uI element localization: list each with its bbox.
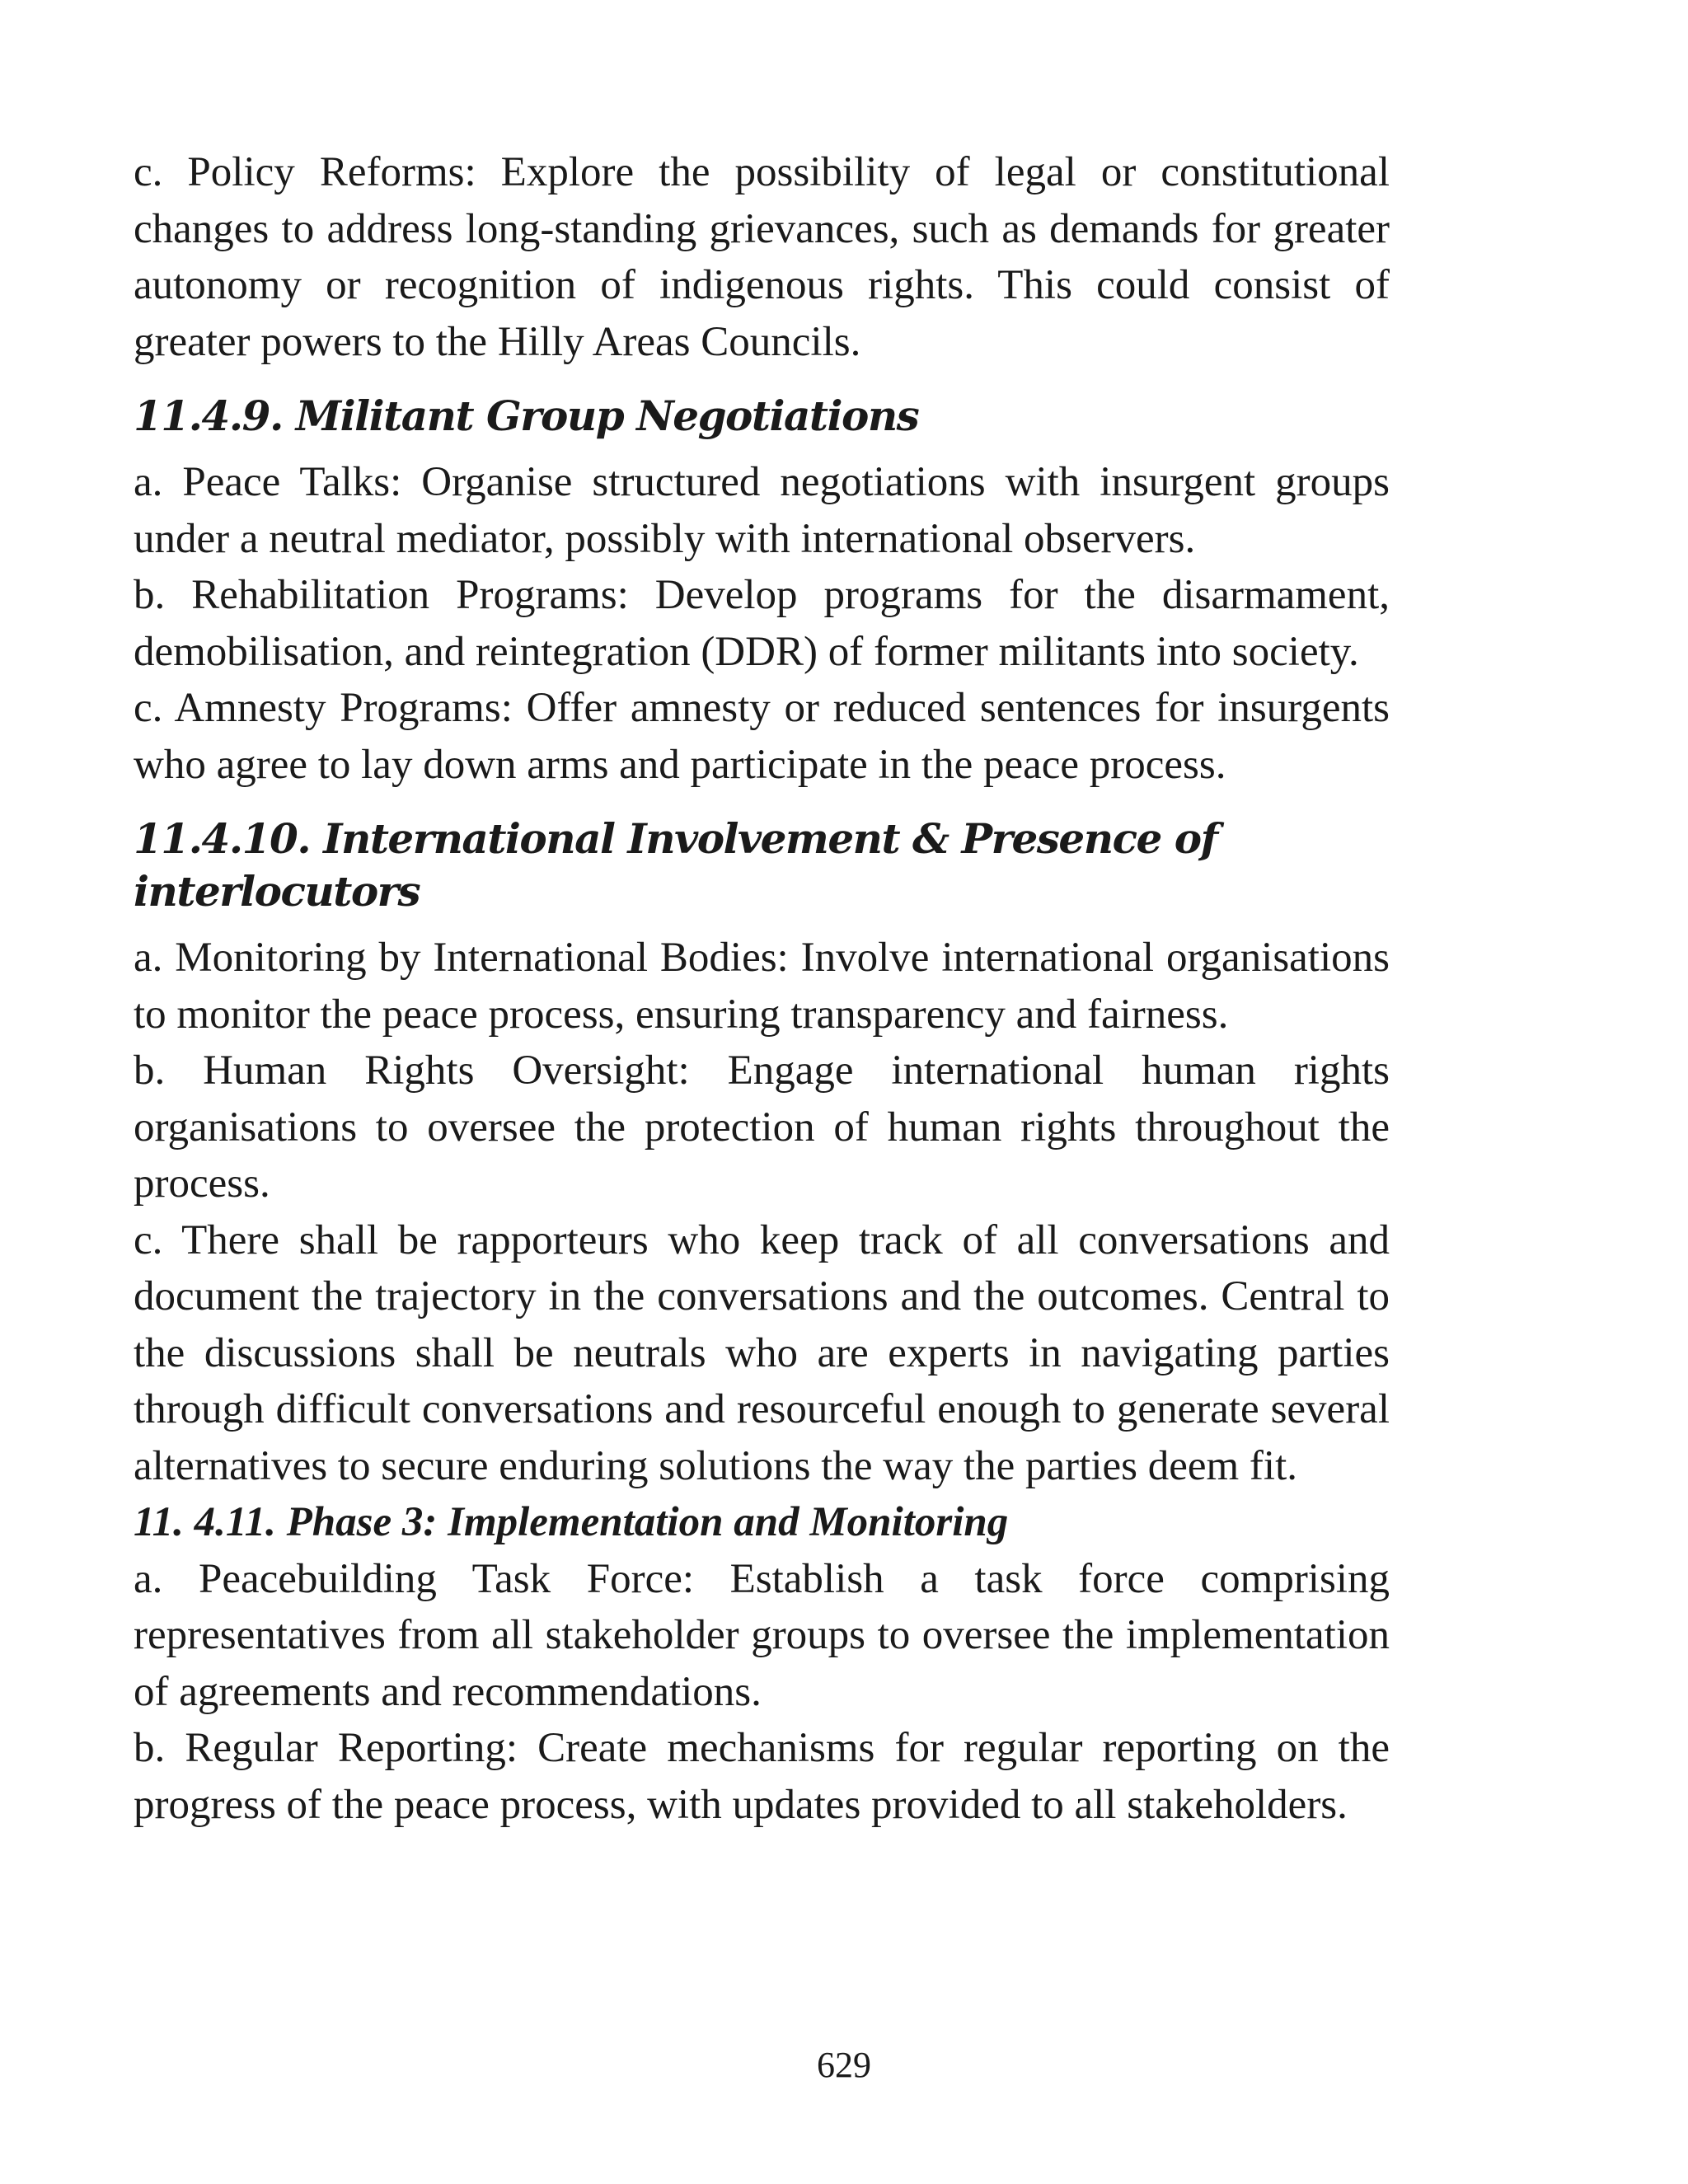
- peace-talks-paragraph: a. Peace Talks: Organise structured negotiations with insurgent groups under a neutral mediator, possibly with international observers.: [134, 459, 1390, 562]
- rehabilitation-programs-paragraph: b. Rehabilitation Programs: Develop programs for the disarmament, demobilisation, and reintegration (DDR) of former militants into society.: [134, 572, 1390, 675]
- section-heading-phase-3: 11. 4.11. Phase 3: Implementation and Monitoring: [134, 1499, 1009, 1545]
- page-content: [134, 144, 1390, 1833]
- section-international-involvement: [134, 930, 1390, 1494]
- section-phase-3: [134, 1551, 1390, 1834]
- section-heading-international-involvement: 11.4.10. International Involvement & Presence of interlocutors: [134, 814, 1217, 916]
- page-number: 629: [817, 2045, 871, 2085]
- section-militant-negotiations: [134, 454, 1390, 793]
- section-heading-militant-negotiations: 11.4.9. Militant Group Negotiations: [134, 391, 919, 440]
- amnesty-programs-paragraph: c. Amnesty Programs: Offer amnesty or reduced sentences for insurgents who agree to lay down arms and participate in the peace process.: [134, 685, 1390, 788]
- policy-reforms-paragraph: c. Policy Reforms: Explore the possibility of legal or constitutional changes to address long-standing grievances, such as demands for greater autonomy or recognition of indigenous rights. This could consist of greater powers to the Hilly Areas Councils.: [134, 149, 1390, 365]
- human-rights-oversight-paragraph: b. Human Rights Oversight: Engage international human rights organisations to oversee the protection of human rights throughout the process.: [134, 1047, 1390, 1207]
- rapporteurs-paragraph: c. There shall be rapporteurs who keep track of all conversations and document the trajectory in the conversations and the outcomes. Central to the discussions shall be neutrals who are experts in navigating parties through difficult conversations and resourceful enough to generate several alternatives to secure enduring solutions the way the parties deem fit.: [134, 1216, 1390, 1489]
- regular-reporting-paragraph: b. Regular Reporting: Create mechanisms for regular reporting on the progress of the peace process, with updates provided to all stakeholders.: [134, 1725, 1390, 1828]
- peacebuilding-task-force-paragraph: a. Peacebuilding Task Force: Establish a task force comprising representatives from all stakeholder groups to oversee the implementation of agreements and recommendations.: [134, 1555, 1390, 1715]
- monitoring-international-bodies-paragraph: a. Monitoring by International Bodies: Involve international organisations to monitor the peace process, ensuring transparency and fairness.: [134, 935, 1390, 1038]
